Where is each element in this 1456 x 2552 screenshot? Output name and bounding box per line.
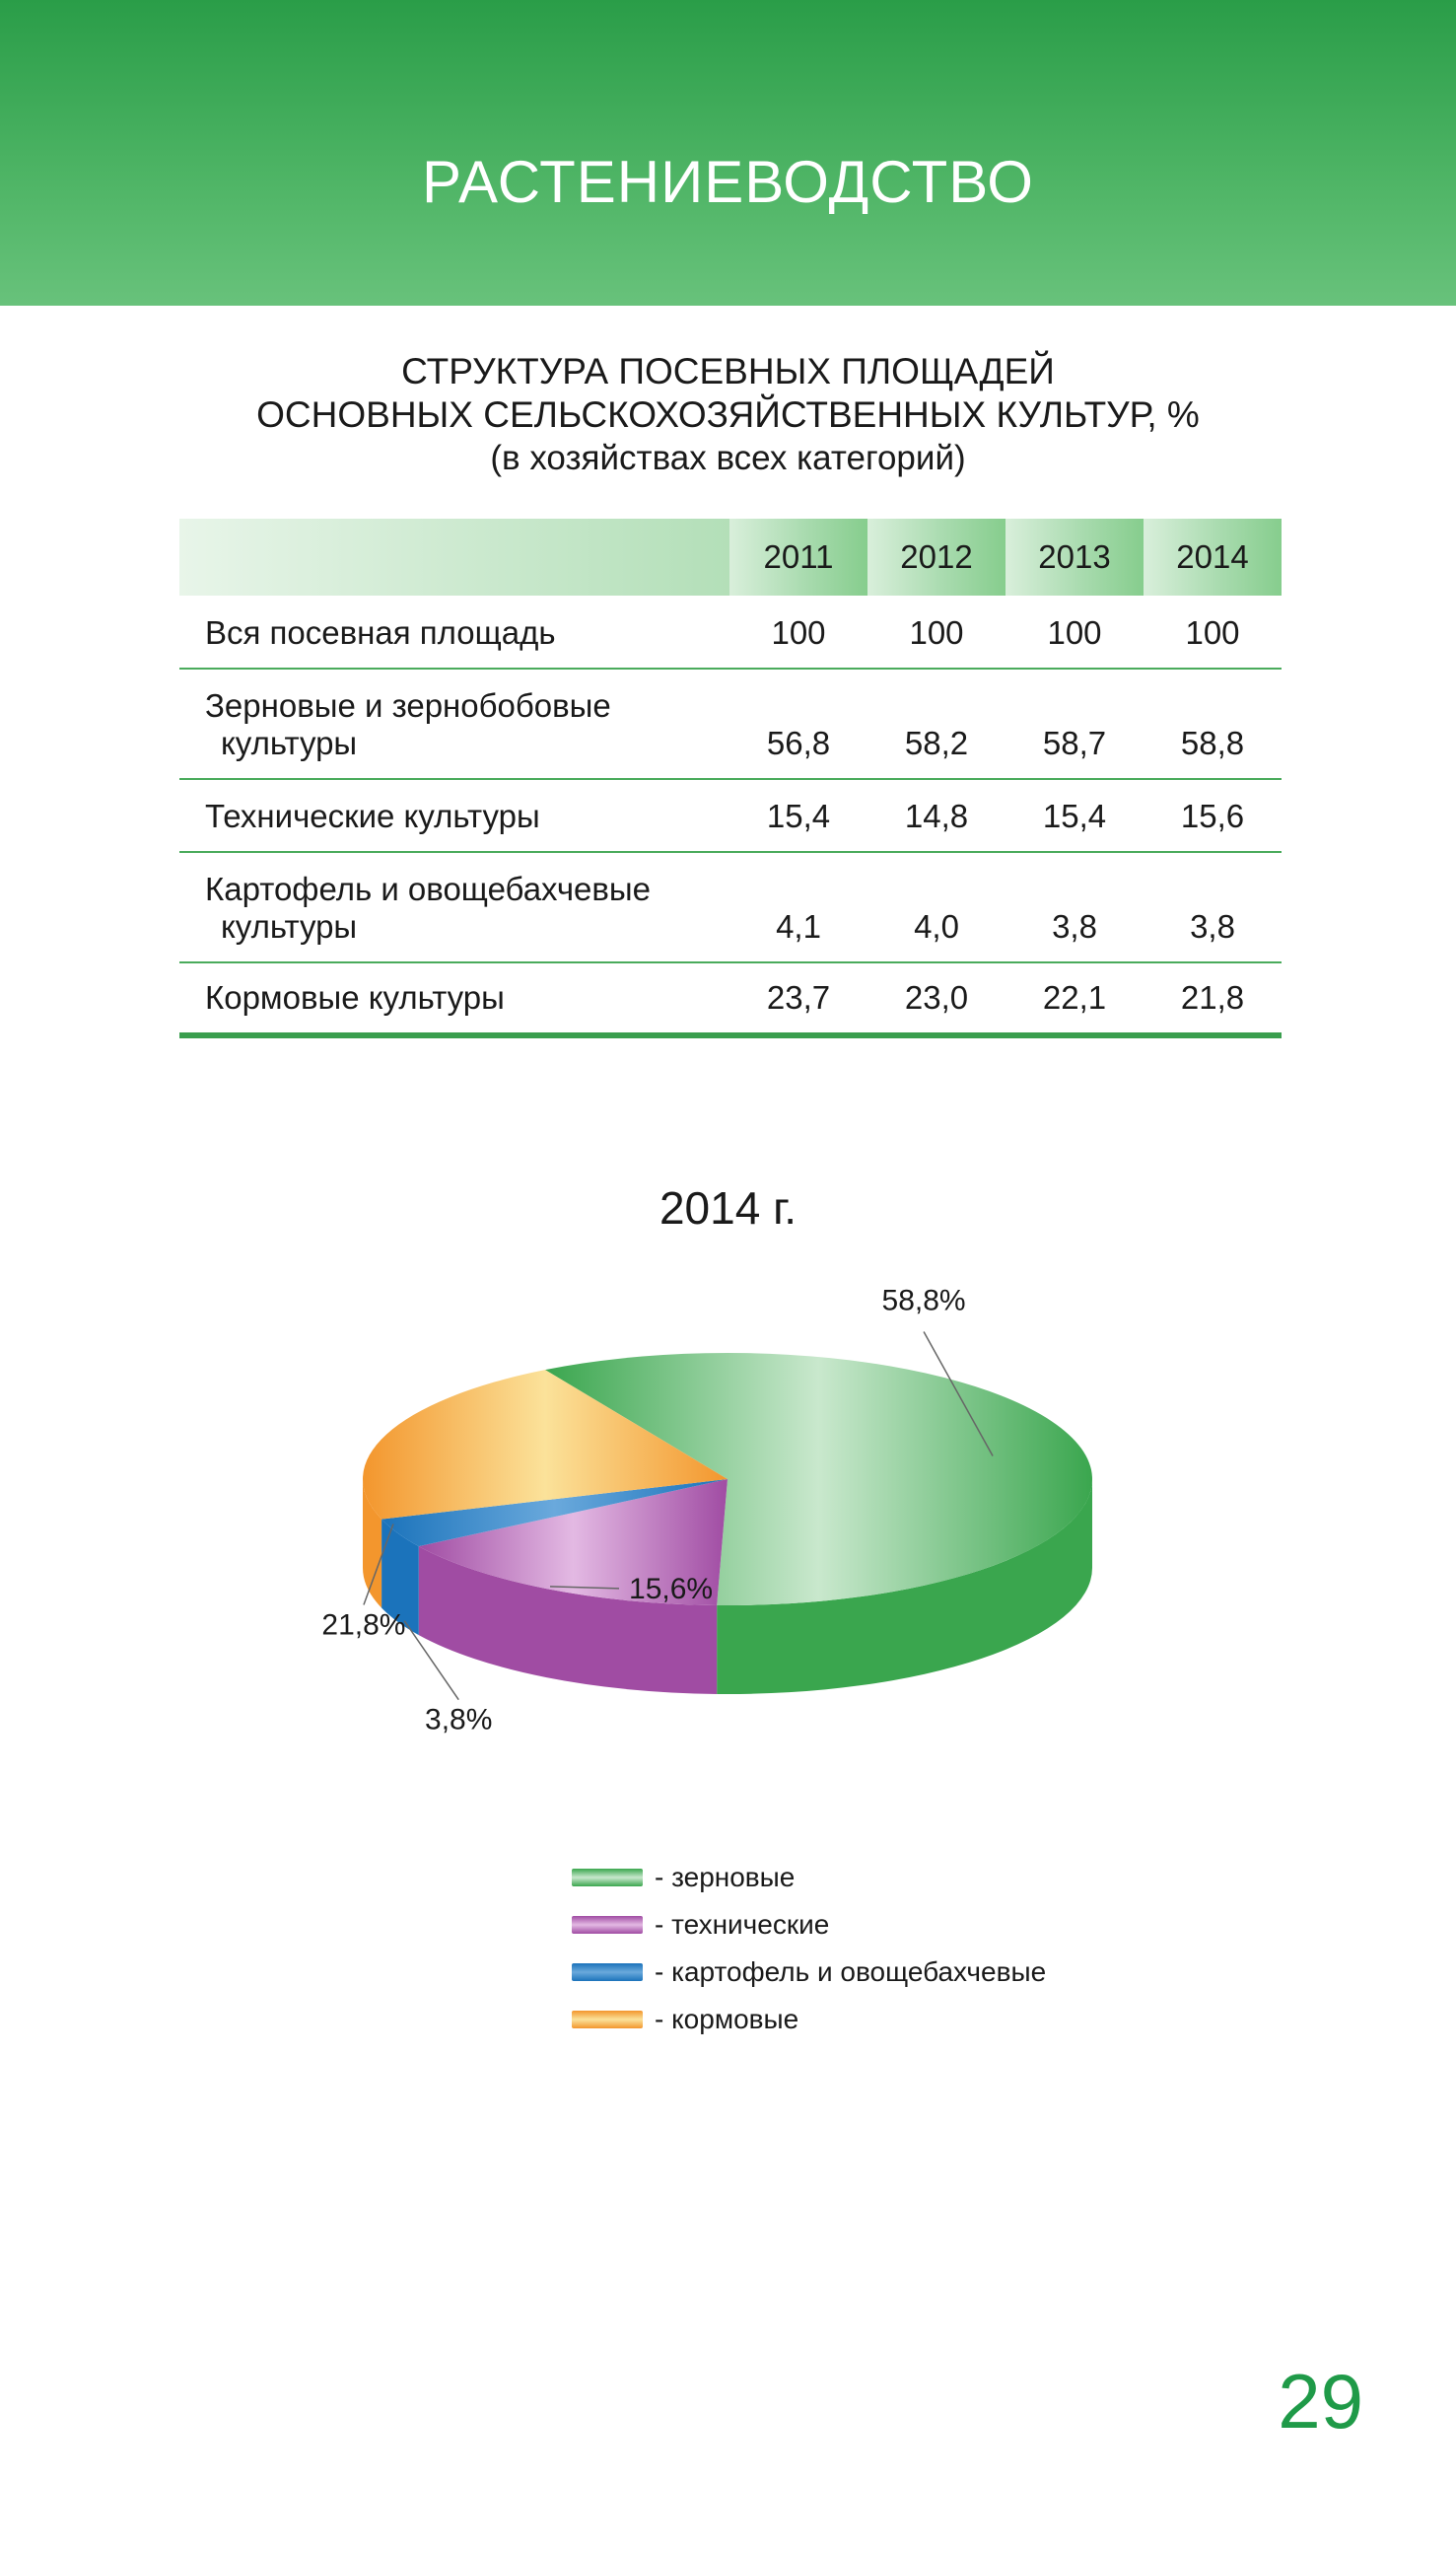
table-cell: 23,0 (867, 962, 1005, 1035)
legend-swatch (572, 1869, 643, 1886)
legend-item (572, 1996, 1046, 2043)
header-year-2012: 2012 (867, 519, 1005, 596)
row-label (179, 852, 729, 962)
page-header-band (0, 0, 1456, 306)
table-cell: 100 (867, 596, 1005, 669)
row-label (179, 779, 729, 852)
row-label-text: Зерновые и зернобобовые (205, 687, 611, 724)
legend-label: - кормовые (655, 2004, 799, 2034)
legend-item (572, 1854, 1046, 1901)
legend-swatch (572, 2011, 643, 2028)
row-label-text-continued: культуры (221, 725, 358, 761)
header-year-2013: 2013 (1005, 519, 1144, 596)
header-empty-cell (179, 519, 729, 596)
table-row (179, 852, 1282, 962)
table-cell: 100 (1144, 596, 1282, 669)
pie-chart (0, 1272, 1456, 1805)
header-year-2014: 2014 (1144, 519, 1282, 596)
table-title (0, 350, 1456, 480)
pie-data-label: 21,8% (321, 1608, 406, 1642)
table-cell: 3,8 (1005, 852, 1144, 962)
legend-label: - зерновые (655, 1862, 796, 1892)
chart-legend (572, 1854, 1046, 2043)
table-cell: 100 (1005, 596, 1144, 669)
table-cell: 58,8 (1144, 669, 1282, 779)
legend-swatch (572, 1963, 643, 1981)
row-label-text: Вся посевная площадь (205, 614, 556, 651)
row-label-text: Кормовые культуры (205, 979, 505, 1016)
table-row (179, 962, 1282, 1035)
row-label-text: Технические культуры (205, 798, 540, 834)
row-label-text: Картофель и овощебахчевые (205, 871, 651, 907)
table-title-line-2: ОСНОВНЫХ СЕЛЬСКОХОЗЯЙСТВЕННЫХ КУЛЬТУР, % (256, 394, 1200, 435)
legend-label: - технические (655, 1909, 830, 1940)
table-cell: 15,4 (729, 779, 867, 852)
table-title-line-3: (в хозяйствах всех категорий) (490, 439, 966, 477)
row-label (179, 962, 729, 1035)
table-cell: 22,1 (1005, 962, 1144, 1035)
table-cell: 4,1 (729, 852, 867, 962)
table-row (179, 779, 1282, 852)
row-label (179, 669, 729, 779)
table-cell: 23,7 (729, 962, 867, 1035)
table-header-row (179, 519, 1282, 596)
table-cell: 100 (729, 596, 867, 669)
legend-item (572, 1949, 1046, 1996)
header-year-2011: 2011 (729, 519, 867, 596)
section-title: РАСТЕНИЕВОДСТВО (422, 149, 1034, 215)
legend-item (572, 1901, 1046, 1949)
legend-label: - картофель и овощебахчевые (655, 1956, 1047, 1987)
row-label-text-continued: культуры (221, 908, 358, 945)
pie-data-label: 15,6% (629, 1572, 714, 1605)
table-row (179, 669, 1282, 779)
table-row (179, 596, 1282, 669)
table-cell: 21,8 (1144, 962, 1282, 1035)
row-label (179, 596, 729, 669)
table-cell: 58,7 (1005, 669, 1144, 779)
chart-title: 2014 г. (659, 1182, 797, 1234)
table-cell: 3,8 (1144, 852, 1282, 962)
table-cell: 15,6 (1144, 779, 1282, 852)
table-cell: 14,8 (867, 779, 1005, 852)
pie-data-label: 3,8% (425, 1703, 493, 1737)
sown-area-table (179, 519, 1282, 1038)
page-number: 29 (1278, 2358, 1363, 2445)
table-cell: 15,4 (1005, 779, 1144, 852)
pie-data-label: 58,8% (881, 1284, 966, 1317)
table-title-line-1: СТРУКТУРА ПОСЕВНЫХ ПЛОЩАДЕЙ (401, 351, 1055, 391)
legend-swatch (572, 1916, 643, 1934)
table-cell: 56,8 (729, 669, 867, 779)
table-cell: 58,2 (867, 669, 1005, 779)
table-cell: 4,0 (867, 852, 1005, 962)
